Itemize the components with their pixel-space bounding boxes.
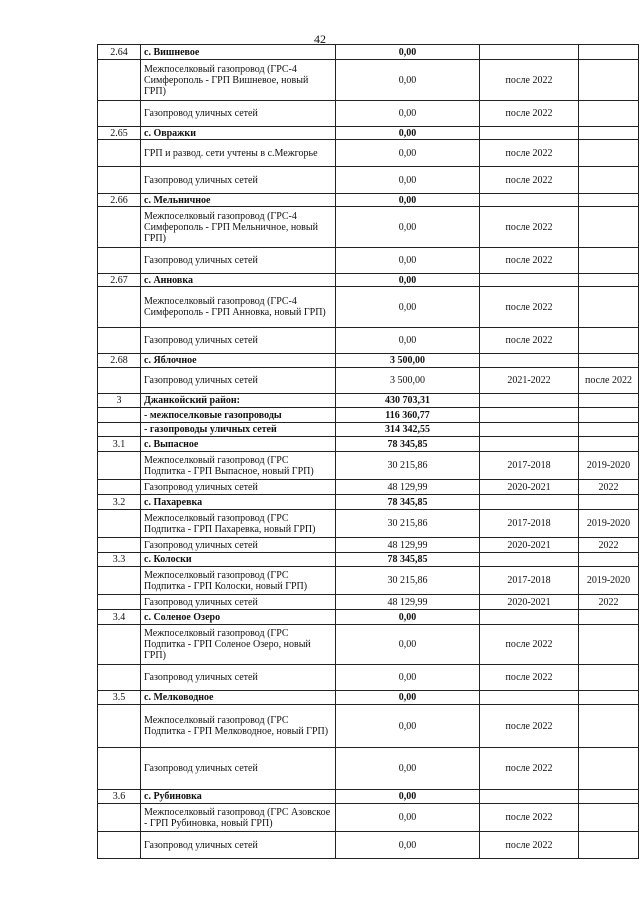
period-end [579,423,639,437]
cost-value: 0,00 [336,167,480,194]
object-name: Газопровод уличных сетей [141,480,336,495]
period-start: после 2022 [480,625,579,665]
cost-value: 78 345,85 [336,495,480,510]
object-name: Газопровод уличных сетей [141,665,336,691]
period-end: 2019-2020 [579,567,639,595]
table-row [98,408,639,423]
period-start: 2020-2021 [480,595,579,610]
period-start [480,553,579,567]
row-number: 3 [98,394,141,408]
object-name: Газопровод уличных сетей [141,328,336,354]
period-end: 2022 [579,538,639,553]
period-end: 2019-2020 [579,452,639,480]
period-start: после 2022 [480,748,579,790]
row-number [98,567,141,595]
object-name: ГРП и развод. сети учтены в с.Межгорье [141,140,336,167]
table-body [98,45,639,859]
row-number: 3.3 [98,553,141,567]
table-row [98,748,639,790]
period-start: после 2022 [480,60,579,101]
object-name: с. Яблочное [141,354,336,368]
object-name: с. Анновка [141,274,336,287]
row-number [98,480,141,495]
table-row [98,705,639,748]
object-name: Джанкойский район: [141,394,336,408]
table-row [98,354,639,368]
period-start [480,691,579,705]
table-row [98,567,639,595]
table-row [98,167,639,194]
period-end [579,394,639,408]
row-number [98,101,141,127]
period-start [480,437,579,452]
row-number: 2.68 [98,354,141,368]
period-start: после 2022 [480,832,579,859]
table-row [98,437,639,452]
period-end: после 2022 [579,368,639,394]
cost-value: 314 342,55 [336,423,480,437]
period-start: после 2022 [480,328,579,354]
period-start: 2017-2018 [480,510,579,538]
row-number: 2.67 [98,274,141,287]
period-start: 2020-2021 [480,538,579,553]
row-number [98,452,141,480]
period-start [480,408,579,423]
table-row [98,127,639,140]
cost-value: 0,00 [336,748,480,790]
gas-pipeline-table [97,44,639,859]
period-end [579,328,639,354]
row-number [98,625,141,665]
object-name: с. Рубиновка [141,790,336,804]
row-number: 3.1 [98,437,141,452]
period-end: 2022 [579,480,639,495]
cost-value: 0,00 [336,328,480,354]
object-name: Межпоселковый газопровод (ГРС Подпитка - ГРП Выпасное, новый ГРП) [141,452,336,480]
table-row [98,665,639,691]
cost-value: 48 129,99 [336,595,480,610]
period-start: после 2022 [480,287,579,328]
row-number [98,748,141,790]
row-number [98,140,141,167]
cost-value: 30 215,86 [336,510,480,538]
object-name: Газопровод уличных сетей [141,832,336,859]
object-name: Межпоселковый газопровод (ГРС Азовское - ГРП Рубиновка, новый ГРП) [141,804,336,832]
period-start: после 2022 [480,207,579,248]
page-number: 42 [314,32,326,46]
object-name: Газопровод уличных сетей [141,167,336,194]
period-start: после 2022 [480,705,579,748]
row-number [98,538,141,553]
table-row [98,691,639,705]
table-row [98,101,639,127]
row-number [98,287,141,328]
period-end: 2022 [579,595,639,610]
cost-value: 0,00 [336,625,480,665]
period-end [579,495,639,510]
row-number [98,510,141,538]
row-number [98,207,141,248]
table-row [98,480,639,495]
cost-value: 0,00 [336,832,480,859]
object-name: - межпоселковые газопроводы [141,408,336,423]
table-row [98,538,639,553]
period-end [579,790,639,804]
table-row [98,452,639,480]
period-start: после 2022 [480,140,579,167]
period-end [579,274,639,287]
row-number [98,705,141,748]
period-end [579,248,639,274]
period-end [579,287,639,328]
period-end [579,127,639,140]
cost-value: 0,00 [336,610,480,625]
period-start [480,790,579,804]
cost-value: 0,00 [336,274,480,287]
cost-value: 116 360,77 [336,408,480,423]
period-end [579,804,639,832]
cost-value: 0,00 [336,248,480,274]
row-number [98,423,141,437]
object-name: Межпоселковый газопровод (ГРС-4 Симферополь - ГРП Анновка, новый ГРП) [141,287,336,328]
object-name: Газопровод уличных сетей [141,538,336,553]
object-name: с. Пахаревка [141,495,336,510]
cost-value: 48 129,99 [336,480,480,495]
object-name: Газопровод уличных сетей [141,595,336,610]
table-row [98,328,639,354]
row-number [98,804,141,832]
object-name: с. Мельничное [141,194,336,207]
table-row [98,368,639,394]
period-start: 2021-2022 [480,368,579,394]
table-row [98,274,639,287]
period-start: после 2022 [480,101,579,127]
row-number [98,167,141,194]
table-row [98,790,639,804]
period-end [579,408,639,423]
object-name: с. Овражки [141,127,336,140]
table-row [98,207,639,248]
cost-value: 48 129,99 [336,538,480,553]
cost-value: 78 345,85 [336,437,480,452]
period-start: после 2022 [480,167,579,194]
period-end [579,553,639,567]
object-name: с. Мелководное [141,691,336,705]
period-start: после 2022 [480,804,579,832]
cost-value: 0,00 [336,45,480,60]
cost-value: 3 500,00 [336,354,480,368]
table-row [98,804,639,832]
period-start [480,423,579,437]
period-start [480,274,579,287]
row-number [98,595,141,610]
period-start [480,127,579,140]
period-end [579,101,639,127]
object-name: Межпоселковый газопровод (ГРС Подпитка - ГРП Соленое Озеро, новый ГРП) [141,625,336,665]
period-start [480,495,579,510]
row-number [98,60,141,101]
period-start [480,194,579,207]
period-end [579,748,639,790]
cost-value: 30 215,86 [336,567,480,595]
object-name: с. Вишневое [141,45,336,60]
period-start: 2020-2021 [480,480,579,495]
row-number: 3.2 [98,495,141,510]
period-start [480,610,579,625]
object-name: с. Колоски [141,553,336,567]
period-end [579,167,639,194]
object-name: с. Выпасное [141,437,336,452]
cost-value: 0,00 [336,101,480,127]
period-end [579,705,639,748]
table-row [98,45,639,60]
cost-value: 0,00 [336,665,480,691]
table-row [98,60,639,101]
row-number [98,408,141,423]
object-name: Газопровод уличных сетей [141,368,336,394]
row-number [98,328,141,354]
row-number: 3.4 [98,610,141,625]
cost-value: 3 500,00 [336,368,480,394]
period-end [579,207,639,248]
period-end [579,625,639,665]
object-name: с. Соленое Озеро [141,610,336,625]
table-row [98,625,639,665]
table-row [98,610,639,625]
cost-value: 0,00 [336,790,480,804]
period-start [480,394,579,408]
table-row [98,394,639,408]
row-number [98,832,141,859]
period-end: 2019-2020 [579,510,639,538]
period-start: 2017-2018 [480,567,579,595]
object-name: Межпоселковый газопровод (ГРС-4 Симферополь - ГРП Вишневое, новый ГРП) [141,60,336,101]
object-name: Газопровод уличных сетей [141,748,336,790]
object-name: Межпоселковый газопровод (ГРС Подпитка - ГРП Пахаревка, новый ГРП) [141,510,336,538]
period-start [480,45,579,60]
object-name: Газопровод уличных сетей [141,101,336,127]
cost-value: 0,00 [336,287,480,328]
cost-value: 430 703,31 [336,394,480,408]
table-row [98,140,639,167]
table-row [98,287,639,328]
cost-value: 0,00 [336,705,480,748]
period-start: после 2022 [480,665,579,691]
period-end [579,60,639,101]
period-end [579,45,639,60]
period-end [579,140,639,167]
period-end [579,691,639,705]
cost-value: 78 345,85 [336,553,480,567]
table-row [98,423,639,437]
table-row [98,595,639,610]
table-row [98,510,639,538]
table-row [98,194,639,207]
table-row [98,553,639,567]
row-number [98,665,141,691]
table-row [98,832,639,859]
object-name: Газопровод уличных сетей [141,248,336,274]
period-start: 2017-2018 [480,452,579,480]
table-row [98,495,639,510]
period-end [579,832,639,859]
period-end [579,437,639,452]
cost-value: 0,00 [336,691,480,705]
cost-value: 0,00 [336,194,480,207]
period-end [579,354,639,368]
cost-value: 0,00 [336,60,480,101]
row-number: 2.66 [98,194,141,207]
cost-value: 0,00 [336,140,480,167]
period-start: после 2022 [480,248,579,274]
cost-value: 0,00 [336,804,480,832]
row-number: 3.5 [98,691,141,705]
object-name: - газопроводы уличных сетей [141,423,336,437]
period-end [579,194,639,207]
period-start [480,354,579,368]
cost-value: 30 215,86 [336,452,480,480]
cost-value: 0,00 [336,207,480,248]
table-row [98,248,639,274]
period-end [579,610,639,625]
row-number [98,368,141,394]
cost-value: 0,00 [336,127,480,140]
row-number: 2.64 [98,45,141,60]
object-name: Межпоселковый газопровод (ГРС-4 Симферополь - ГРП Мельничное, новый ГРП) [141,207,336,248]
object-name: Межпоселковый газопровод (ГРС Подпитка - ГРП Мелководное, новый ГРП) [141,705,336,748]
period-end [579,665,639,691]
row-number: 3.6 [98,790,141,804]
row-number [98,248,141,274]
object-name: Межпоселковый газопровод (ГРС Подпитка - ГРП Колоски, новый ГРП) [141,567,336,595]
row-number: 2.65 [98,127,141,140]
